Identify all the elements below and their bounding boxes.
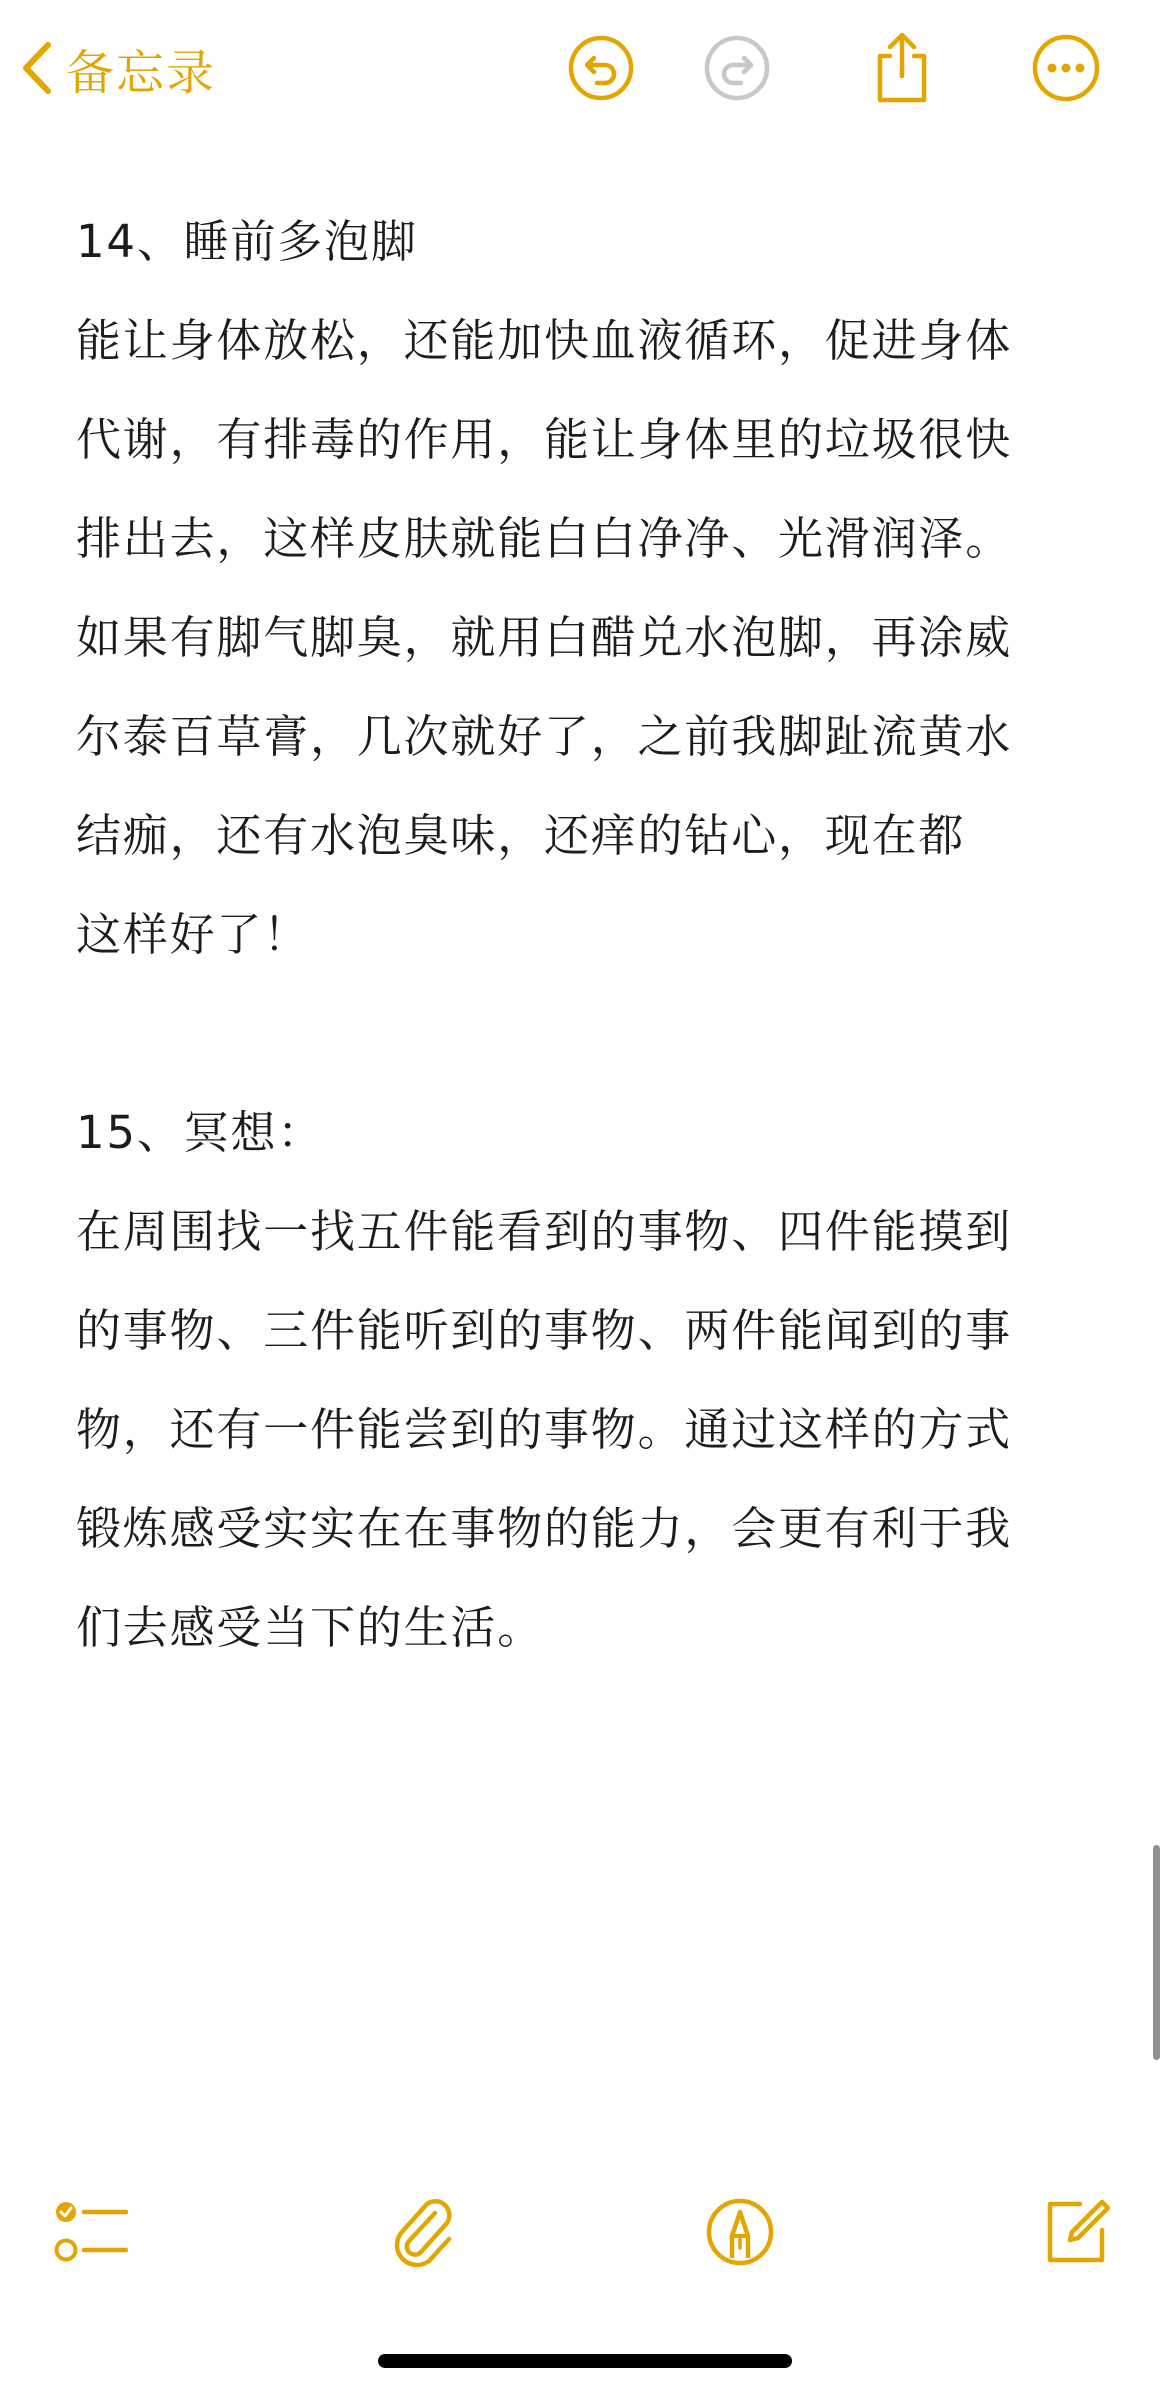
note-line: 锻炼感受实实在在事物的能力，会更有利于我	[76, 1502, 1013, 1555]
note-line: 14、睡前多泡脚	[76, 215, 418, 268]
back-button[interactable]	[22, 28, 216, 108]
note-blank-line	[76, 984, 1096, 1083]
note-line: 们去感受当下的生活。	[76, 1601, 545, 1654]
note-line: 尔泰百草膏，几次就好了，之前我脚趾流黄水	[76, 710, 1013, 763]
note-line: 15、冥想：	[76, 1106, 325, 1159]
checklist-icon	[54, 2198, 130, 2266]
note-body[interactable]	[76, 192, 1096, 1677]
redo-icon	[703, 34, 771, 102]
share-icon	[870, 30, 934, 106]
more-button[interactable]	[1028, 30, 1104, 106]
bottom-toolbar	[0, 2180, 1170, 2280]
note-line: 能让身体放松，还能加快血液循环，促进身体	[76, 314, 1013, 367]
note-line: 的事物、三件能听到的事物、两件能闻到的事	[76, 1304, 1013, 1357]
back-label: 备忘录	[66, 44, 217, 101]
redo-button[interactable]	[699, 30, 775, 106]
compose-icon	[1040, 2196, 1112, 2268]
paperclip-icon	[389, 2195, 459, 2269]
note-line: 这样好了！	[76, 908, 311, 961]
compose-button[interactable]	[1034, 2190, 1118, 2274]
note-line: 结痂，还有水泡臭味，还痒的钻心，现在都	[76, 809, 966, 862]
navigation-bar	[0, 0, 1170, 140]
note-line: 在周围找一找五件能看到的事物、四件能摸到	[76, 1205, 1013, 1258]
scrollbar[interactable]	[1153, 1845, 1160, 2060]
share-button[interactable]	[864, 30, 940, 106]
undo-button[interactable]	[563, 30, 639, 106]
chevron-left-icon	[22, 41, 52, 95]
note-line: 如果有脚气脚臭，就用白醋兑水泡脚，再涂威	[76, 611, 1013, 664]
note-line: 代谢，有排毒的作用，能让身体里的垃圾很快	[76, 413, 1013, 466]
checklist-button[interactable]	[50, 2190, 134, 2274]
attachment-button[interactable]	[382, 2190, 466, 2274]
markup-button[interactable]	[698, 2190, 782, 2274]
note-line: 排出去，这样皮肤就能白白净净、光滑润泽。	[76, 512, 1013, 565]
more-icon	[1031, 33, 1101, 103]
home-indicator[interactable]	[378, 2354, 792, 2368]
markup-pen-icon	[704, 2196, 776, 2268]
note-line: 物，还有一件能尝到的事物。通过这样的方式	[76, 1403, 1013, 1456]
undo-icon	[567, 34, 635, 102]
